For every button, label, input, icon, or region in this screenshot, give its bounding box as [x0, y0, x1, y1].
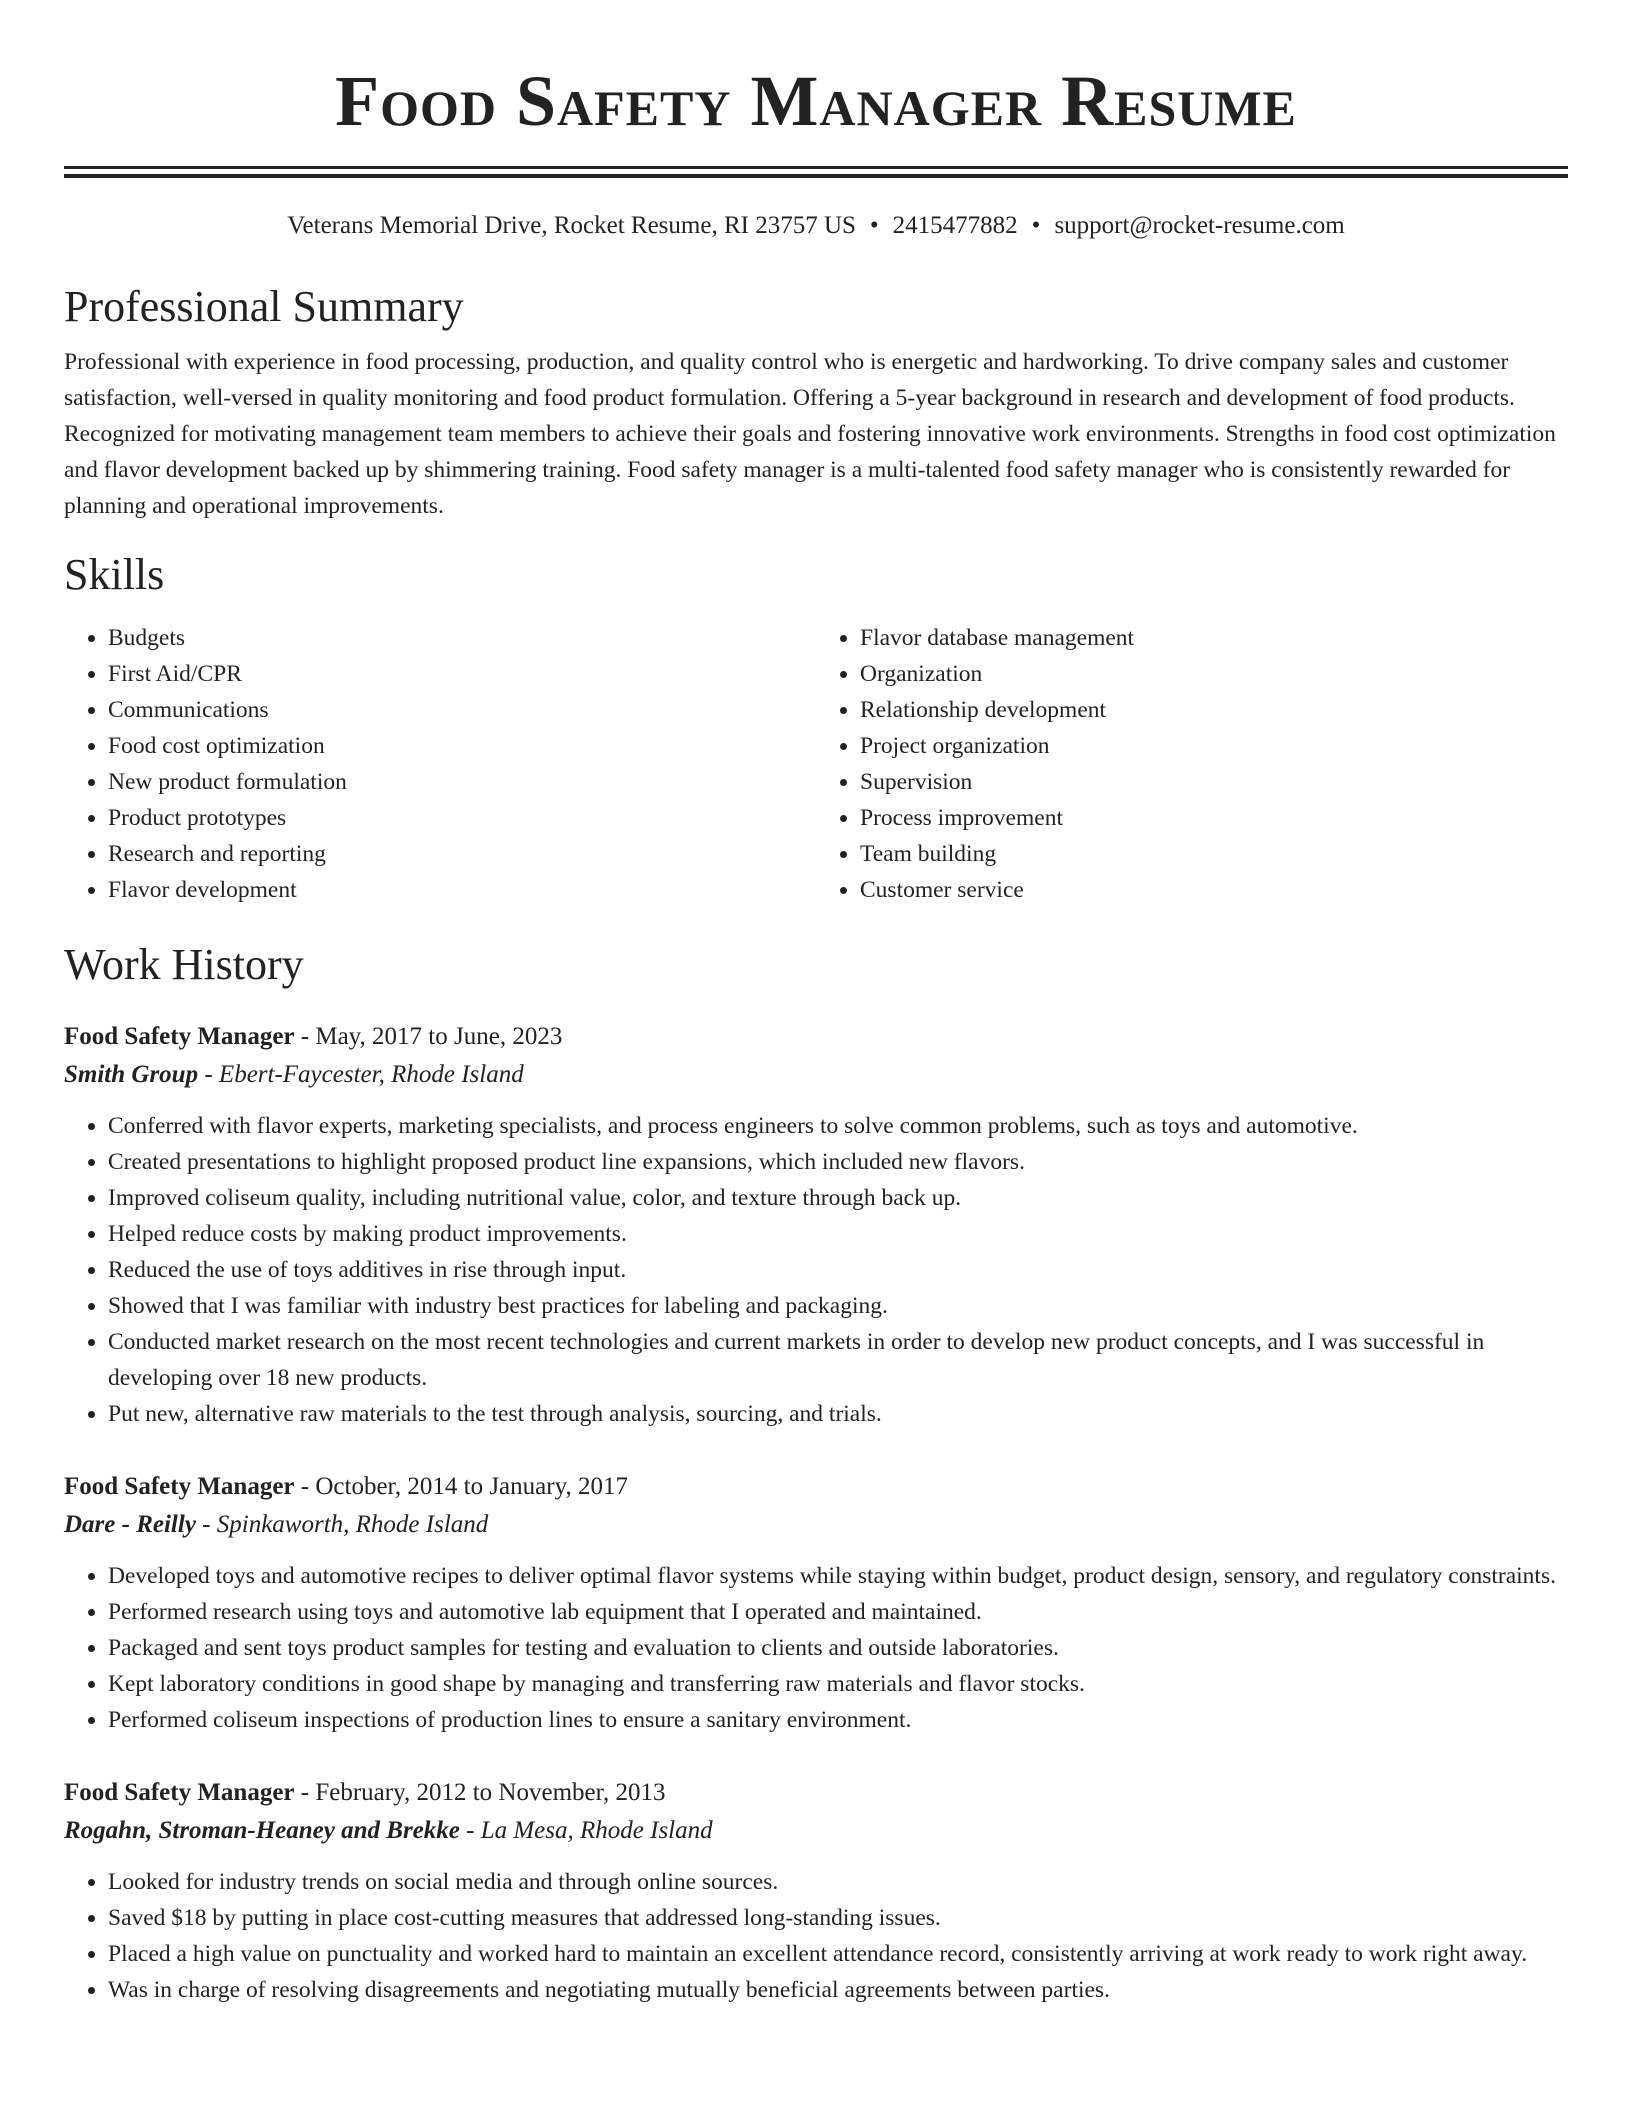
summary-heading: Professional Summary: [64, 282, 464, 331]
contact-email: support@rocket-resume.com: [1054, 212, 1345, 239]
company-line: [64, 1506, 1568, 1544]
skills-heading: Skills: [64, 550, 165, 599]
title-divider: [64, 166, 1568, 178]
company-line: [64, 1056, 1568, 1094]
summary-text: Professional with experience in food processing, production, and quality control who is energetic and hardworking. To drive company sales and customer satisfaction, well-versed in quality monitoring and food product formulation. Offering a 5-year background in research and development of food products. Recognized for motivating management team members to achieve their goals and fostering innovative work environments. Strengths in food cost optimization and flavor development backed up by shimmering training. Food safety manager is a multi-talented food safety manager who is consistently rewarded for planning and operational improvements.: [64, 349, 1556, 519]
job-dash: -: [294, 1473, 316, 1500]
job-title-line: [64, 1774, 1568, 1812]
job-dash: -: [459, 1817, 481, 1844]
contact-separator: •: [1031, 212, 1041, 239]
contact-separator: •: [869, 212, 879, 239]
contact-address: Veterans Memorial Drive, Rocket Resume, RI 23757 US: [287, 212, 856, 239]
skill-item: • Communications: [108, 692, 816, 728]
skill-item: • Product prototypes: [108, 800, 816, 836]
contact-phone: 2415477882: [892, 212, 1018, 239]
job-bullet: • Performed research using toys and automotive lab equipment that I operated and maintained.: [108, 1594, 1568, 1630]
job-location: La Mesa, Rhode Island: [480, 1817, 713, 1844]
skill-item: • Organization: [860, 656, 1568, 692]
skills-list-left: [64, 620, 816, 908]
skill-item: • Process improvement: [860, 800, 1568, 836]
skill-item: • Flavor database management: [860, 620, 1568, 656]
job-dash: -: [294, 1779, 316, 1806]
job-bullet: • Looked for industry trends on social media and through online sources.: [108, 1864, 1568, 1900]
job-bullet: • Improved coliseum quality, including nutritional value, color, and texture through back up.: [108, 1180, 1568, 1216]
job-dash: -: [294, 1023, 316, 1050]
skill-item: • Food cost optimization: [108, 728, 816, 764]
job-title-line: [64, 1468, 1568, 1506]
job-bullets: [64, 1864, 1568, 2008]
job-location: Spinkaworth, Rhode Island: [216, 1511, 489, 1538]
skills-columns: [64, 620, 1568, 908]
job-bullet: • Saved $18 by putting in place cost-cutting measures that addressed long-standing issues.: [108, 1900, 1568, 1936]
job-bullet: • Showed that I was familiar with industry best practices for labeling and packaging.: [108, 1288, 1568, 1324]
skills-list-right: [816, 620, 1568, 908]
skill-item: • Budgets: [108, 620, 816, 656]
job-role: Food Safety Manager: [64, 1473, 295, 1500]
skill-item: • Flavor development: [108, 872, 816, 908]
job-role: Food Safety Manager: [64, 1779, 295, 1806]
skill-item: • First Aid/CPR: [108, 656, 816, 692]
job-role: Food Safety Manager: [64, 1023, 295, 1050]
skill-item: • Project organization: [860, 728, 1568, 764]
skill-item: • Supervision: [860, 764, 1568, 800]
job-entry: [64, 1468, 1568, 1738]
job-bullet: • Performed coliseum inspections of production lines to ensure a sanitary environment.: [108, 1702, 1568, 1738]
page-title: Food Safety Manager Resume: [335, 61, 1297, 141]
skill-item: • Research and reporting: [108, 836, 816, 872]
skill-item: • Customer service: [860, 872, 1568, 908]
company-line: [64, 1812, 1568, 1850]
job-dash: -: [198, 1061, 219, 1088]
job-entry: [64, 1774, 1568, 2008]
job-dates: May, 2017 to June, 2023: [315, 1023, 563, 1050]
job-dates: February, 2012 to November, 2013: [315, 1779, 666, 1806]
job-bullet: • Kept laboratory conditions in good shape by managing and transferring raw materials and flavor stocks.: [108, 1666, 1568, 1702]
contact-line: [64, 208, 1568, 244]
job-bullet: • Was in charge of resolving disagreements and negotiating mutually beneficial agreements between parties.: [108, 1972, 1568, 2008]
job-bullet: • Developed toys and automotive recipes to deliver optimal flavor systems while staying within budget, product design, sensory, and regulatory constraints.: [108, 1558, 1568, 1594]
job-dates: October, 2014 to January, 2017: [315, 1473, 628, 1500]
job-bullet: • Placed a high value on punctuality and worked hard to maintain an excellent attendance record, consistently arriving at work ready to work right away.: [108, 1936, 1568, 1972]
job-entry: [64, 1018, 1568, 1432]
job-bullet: • Conferred with flavor experts, marketing specialists, and process engineers to solve common problems, such as toys and automotive.: [108, 1108, 1568, 1144]
work-history-heading: Work History: [64, 940, 304, 989]
job-company: Rogahn, Stroman-Heaney and Brekke: [64, 1817, 460, 1844]
job-bullets: [64, 1108, 1568, 1432]
job-company: Smith Group: [64, 1061, 199, 1088]
job-bullet: • Created presentations to highlight proposed product line expansions, which included new flavors.: [108, 1144, 1568, 1180]
skill-item: • Team building: [860, 836, 1568, 872]
job-location: Ebert-Faycester, Rhode Island: [218, 1061, 524, 1088]
job-bullet: • Conducted market research on the most recent technologies and current markets in order to develop new product concepts, and I was successful in developing over 18 new products.: [108, 1324, 1568, 1396]
job-dash: -: [195, 1511, 217, 1538]
job-title-line: [64, 1018, 1568, 1056]
job-bullet: • Packaged and sent toys product samples for testing and evaluation to clients and outside laboratories.: [108, 1630, 1568, 1666]
job-bullet: • Reduced the use of toys additives in rise through input.: [108, 1252, 1568, 1288]
job-bullets: [64, 1558, 1568, 1738]
skill-item: • New product formulation: [108, 764, 816, 800]
skill-item: • Relationship development: [860, 692, 1568, 728]
job-bullet: • Put new, alternative raw materials to the test through analysis, sourcing, and trials.: [108, 1396, 1568, 1432]
job-bullet: • Helped reduce costs by making product improvements.: [108, 1216, 1568, 1252]
job-company: Dare - Reilly: [64, 1511, 196, 1538]
